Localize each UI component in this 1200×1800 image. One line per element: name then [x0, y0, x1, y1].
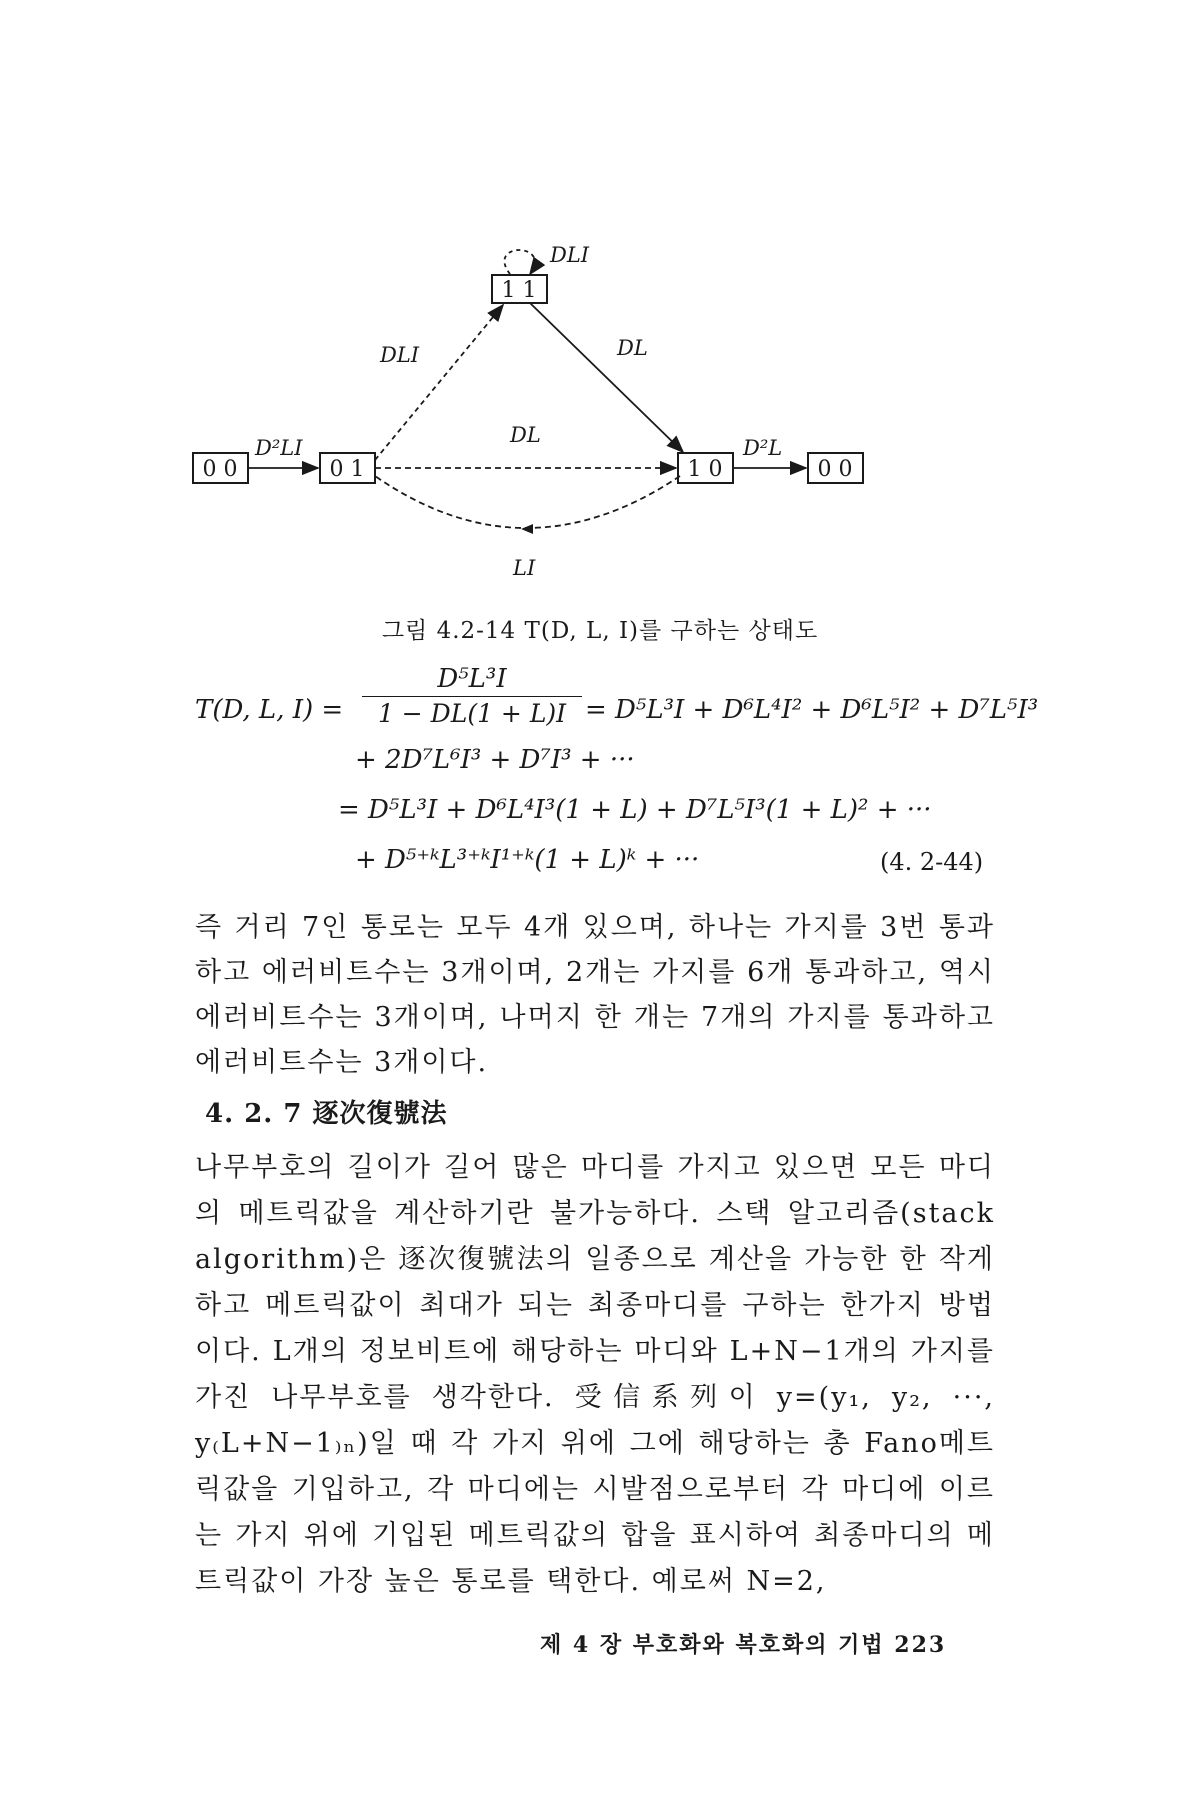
svg-text:D²L: D²L — [743, 436, 783, 460]
svg-text:DL: DL — [617, 336, 648, 360]
svg-text:0 0: 0 0 — [817, 457, 853, 482]
edge-00-to-01 — [248, 436, 318, 468]
equation-fraction — [362, 664, 582, 728]
edge-10-to-01 — [375, 476, 680, 580]
paragraph-1: 즉 거리 7인 통로는 모두 4개 있으며, 하나는 가지를 3번 통과하고 에러비트수는 3개이며, 2개는 가지를 6개 통과하고, 역시 에러비트수는 3개이며, 나머지 한 개는 7개의 가지를 통과하고 에러비트수는 3개이다. — [195, 912, 995, 1078]
section-heading: 4. 2. 7 逐次復號法 — [205, 1099, 448, 1129]
state-00-right — [808, 453, 863, 483]
equation-line-2: + 2D⁷L⁶I³ + D⁷I³ + ··· — [355, 745, 635, 775]
edge-01-to-10 — [375, 423, 676, 468]
state-diagram — [185, 240, 1015, 600]
equation-number: (4. 2-44) — [880, 848, 984, 876]
edge-self-loop-11 — [504, 243, 589, 274]
svg-text:DLI: DLI — [550, 243, 590, 267]
svg-text:DL: DL — [510, 423, 541, 447]
page-footer: 제 4 장 부호화와 복호화의 기법 223 — [540, 1632, 947, 1658]
equation-line-1: = D⁵L³I + D⁶L⁴I² + D⁶L⁵I² + D⁷L⁵I³ — [585, 695, 1039, 725]
state-01 — [320, 453, 375, 483]
equation-lhs: T(D, L, I) = — [195, 695, 344, 725]
equation-line-4: + D⁵⁺ᵏL³⁺ᵏI¹⁺ᵏ(1 + L)ᵏ + ··· — [355, 845, 700, 875]
equation-line-3: = D⁵L³I + D⁶L⁴I³(1 + L) + D⁷L⁵I³(1 + L)² + ··· — [338, 795, 932, 825]
svg-text:0 1: 0 1 — [329, 457, 365, 482]
figure-caption: 그림 4.2-14 T(D, L, I)를 구하는 상태도 — [381, 618, 819, 644]
svg-text:LI: LI — [513, 556, 536, 580]
svg-text:0 0: 0 0 — [202, 457, 238, 482]
svg-text:DLI: DLI — [380, 343, 420, 367]
edge-01-to-11 — [375, 305, 503, 460]
svg-text:D²LI: D²LI — [255, 436, 303, 460]
edge-11-to-10 — [530, 303, 683, 452]
equation-numerator: D⁵L³I — [362, 664, 582, 697]
state-00-left — [193, 453, 248, 483]
edge-10-to-00 — [733, 436, 806, 468]
state-10 — [678, 453, 733, 483]
paragraph-2: 나무부호의 길이가 길어 많은 마디를 가지고 있으면 모든 마디의 메트릭값을 계산하기란 불가능하다. 스택 알고리즘(stack algorithm)은 逐次復號法의 일종으로 계산을 가능한 한 작게 하고 메트릭값이 최대가 되는 최종마디를 구하는 한가지 방법이다. L개의 정보비트에 해당하는 마디와 L+N−1개의 가지를 가진 나무부호를 생각한다. 受信系列이 y=(y₁, y₂, ···, y₍L+N−1₎ₙ)일 때 각 가지 위에 그에 해당하는 총 Fano메트릭값을 기입하고, 각 마디에는 시발점으로부터 각 마디에 이르는 가지 위에 기입된 메트릭값의 합을 표시하여 최종마디의 메트릭값이 가장 높은 통로를 택한다. 예로써 N=2, — [195, 1152, 995, 1597]
svg-text:1 0: 1 0 — [687, 457, 723, 482]
svg-text:1 1: 1 1 — [501, 278, 537, 303]
state-11 — [492, 275, 547, 303]
equation-denominator: 1 − DL(1 + L)I — [377, 699, 567, 728]
